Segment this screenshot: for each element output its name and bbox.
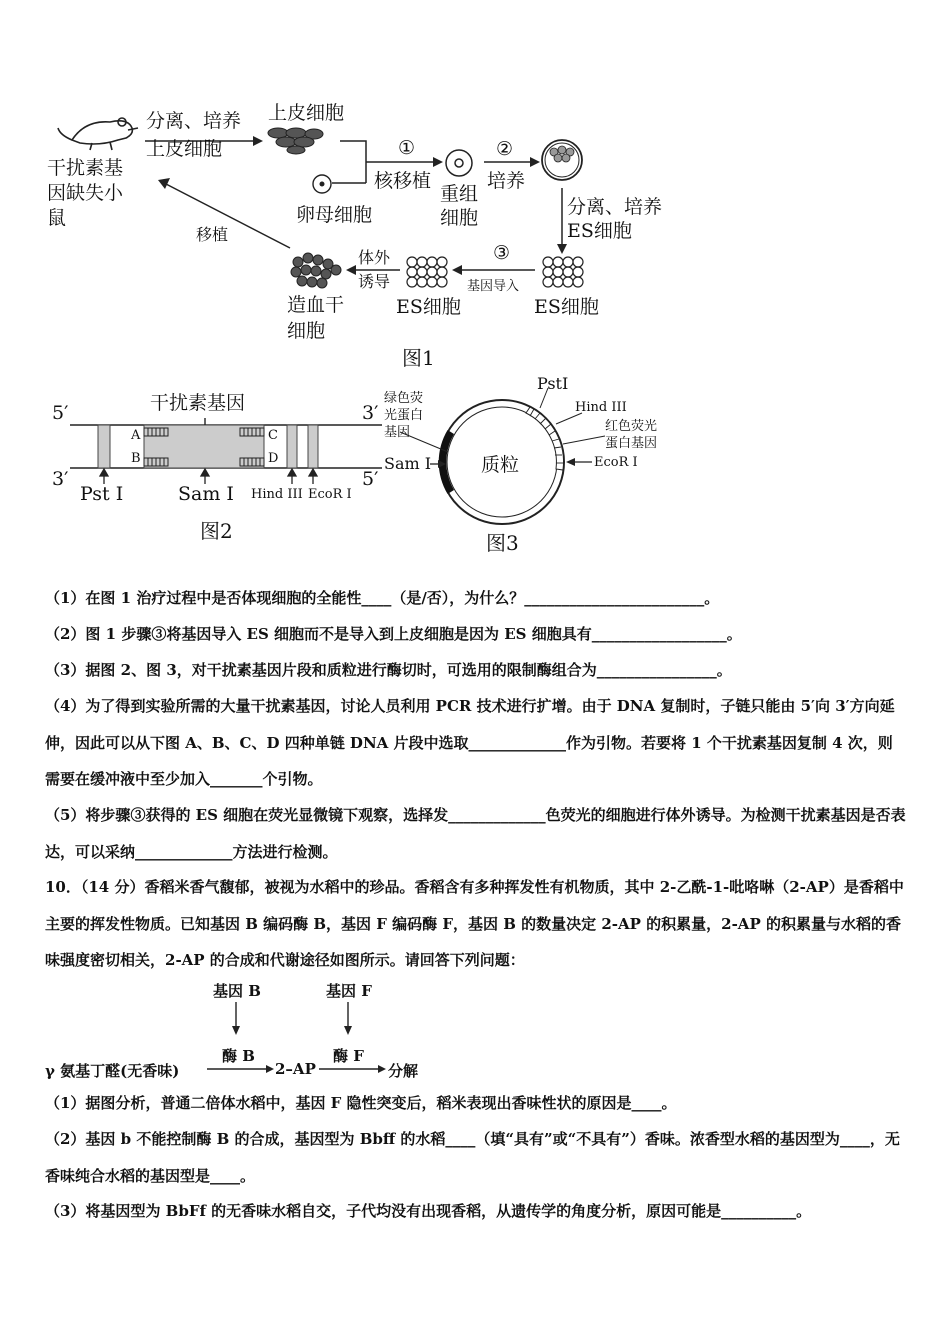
- es-cells-label-top: ES细胞: [567, 220, 632, 242]
- gene-b-label: 基因 B: [213, 982, 261, 1000]
- gaba-aldehyde-label: γ 氨基丁醛(无香味): [45, 1062, 180, 1080]
- question-9-2: （2）图 1 步骤③将基因导入 ES 细胞而不是导入到上皮细胞是因为 ES 细胞具有__________________。: [45, 625, 742, 643]
- oocyte-label: 卵母细胞: [296, 204, 373, 226]
- step-3-label: ③: [493, 242, 511, 264]
- decomposition-label: 分解: [388, 1062, 419, 1080]
- primer-d-label: D: [268, 451, 279, 466]
- transplant-label: 移植: [196, 225, 229, 244]
- question-9-3: （3）据图 2、图 3，对干扰素基因片段和质粒进行酶切时，可选用的限制酶组合为________________。: [45, 661, 732, 679]
- recombinant-cell-icon: [446, 150, 472, 176]
- question-10-intro: 10．（14 分）香稻米香气馥郁，被视为水稻中的珍品。香稻含有多种挥发性有机物质，其中 2-乙酰-1-吡咯啉（2-AP）是香稻中主要的挥发性物质。已知基因 B 编码酶 B，基因 F 编码酶 F，基因 B 的数量决定 2-AP 的积累量，2-AP 的积累量与水稻的香味强度密切相关，2-AP 的合成和代谢途径如图所示。请回答下列问题：: [45, 878, 904, 969]
- primer-a-label: A: [131, 428, 141, 443]
- figure-3-caption: 图3: [486, 531, 519, 555]
- induction-label: [358, 246, 390, 294]
- figure-2-caption: 图2: [200, 519, 233, 543]
- red-gene-label: [605, 418, 657, 452]
- pst-site-label: Pst I: [80, 483, 124, 505]
- green-gene-label: [384, 390, 423, 441]
- epithelial-cells-icon: [268, 128, 323, 154]
- enzyme-f-label: 酶 F: [333, 1047, 364, 1065]
- red-gene-line2: 蛋白基因: [605, 436, 658, 451]
- hind-site-label: Hind III: [251, 487, 303, 502]
- three-prime-bottom: 3′: [52, 468, 69, 490]
- question-9-5: （5）将步骤③获得的 ES 细胞在荧光显微镜下观察，选择发_____________色荧光的细胞进行体外诱导。为检测干扰素基因是否表达，可以采纳_____________方法进行检测。: [45, 806, 906, 861]
- primer-c-label: C: [268, 428, 278, 443]
- question-9-1: （1）在图 1 治疗过程中是否体现细胞的全能性____（是/否），为什么？________________________。: [45, 589, 720, 607]
- plasmid-sam-label: Sam I: [384, 454, 432, 473]
- step-1-label: ①: [398, 137, 416, 159]
- sam-site-label: Sam I: [178, 483, 234, 505]
- blastocyst-icon: [542, 140, 582, 180]
- plasmid-eco-label: EcoR I: [594, 455, 638, 470]
- enzyme-b-label: 酶 B: [222, 1047, 255, 1065]
- red-gene-line1: 红色荧光: [605, 419, 658, 434]
- mouse-icon: [58, 118, 138, 150]
- green-gene-line1: 绿色荧: [384, 391, 424, 406]
- mouse-label-line2: 因缺失小: [47, 182, 124, 204]
- es-cell-right-label: ES细胞: [534, 296, 599, 318]
- hematopoietic-line1: 造血干: [287, 294, 345, 316]
- mouse-label-line3: 鼠: [47, 207, 67, 229]
- oocyte-icon: [313, 175, 331, 193]
- figure-1-caption: 图1: [402, 346, 435, 370]
- eco-site-label: EcoR I: [308, 487, 352, 502]
- green-gene-line3: 基因: [384, 425, 411, 440]
- mouse-label-line1: 干扰素基: [47, 157, 124, 179]
- es-cells-right-icon: [543, 257, 583, 287]
- five-prime-bottom: 5′: [362, 468, 379, 490]
- es-cells-mid-icon: [407, 257, 447, 287]
- plasmid-pst-label: PstI: [537, 374, 569, 393]
- es-cell-mid-label: ES细胞: [396, 296, 461, 318]
- two-ap-label: 2–AP: [275, 1060, 316, 1078]
- nuclear-transfer-label: 核移植: [374, 170, 432, 192]
- five-prime-top: 5′: [52, 402, 69, 424]
- primer-b-label: B: [131, 451, 141, 466]
- question-10-3: （3）将基因型为 BbFf 的无香味水稻自交，子代均没有出现香稻，从遗传学的角度分析，原因可能是__________。: [45, 1202, 812, 1220]
- culture-label: 培养: [487, 170, 526, 192]
- plasmid-hind-label: Hind III: [575, 400, 627, 415]
- gene-f-label: 基因 F: [326, 982, 372, 1000]
- hematopoietic-label: [287, 292, 344, 344]
- green-gene-line2: 光蛋白: [384, 408, 424, 423]
- isolate-es-label: 分离、培养: [567, 196, 663, 218]
- plasmid-label: 质粒: [481, 454, 520, 476]
- recombinant-line2: 细胞: [440, 207, 479, 229]
- recombinant-cell-label: [440, 182, 478, 230]
- figure-2-title: 干扰素基因: [150, 392, 246, 414]
- hematopoietic-cells-icon: [291, 253, 341, 288]
- isolate-culture-label: 分离、培养: [146, 110, 242, 132]
- mouse-label: [47, 156, 123, 231]
- question-10-2: （2）基因 b 不能控制酶 B 的合成，基因型为 Bbff 的水稻____（填“具有”或“不具有”）香味。浓香型水稻的基因型为____，无香味纯合水稻的基因型是____。: [45, 1130, 900, 1185]
- question-9-4: （4）为了得到实验所需的大量干扰素基因，讨论人员利用 PCR 技术进行扩增。由于 DNA 复制时，子链只能由 5′向 3′方向延伸，因此可以从下图 A、B、C、D 四种单链 DNA 片段中选取_____________作为引物。若要将 1 个干扰素基因复制 4 次，则需要在缓冲液中至少加入_______个引物。: [45, 697, 895, 788]
- step-2-label: ②: [496, 138, 514, 160]
- gene-introduction-label: 基因导入: [467, 279, 520, 294]
- three-prime-top: 3′: [362, 402, 379, 424]
- induction-line1: 体外: [358, 248, 391, 267]
- question-10-1: （1）据图分析，普通二倍体水稻中，基因 F 隐性突变后，稻米表现出香味性状的原因是____。: [45, 1094, 677, 1112]
- recombinant-line1: 重组: [440, 183, 479, 205]
- induction-line2: 诱导: [358, 272, 391, 291]
- epithelial-cells-label: 上皮细胞: [268, 102, 345, 124]
- hematopoietic-line2: 细胞: [287, 320, 326, 342]
- figure-2-dna: [70, 418, 382, 484]
- epithelial-cells-label-left: 上皮细胞: [146, 138, 223, 160]
